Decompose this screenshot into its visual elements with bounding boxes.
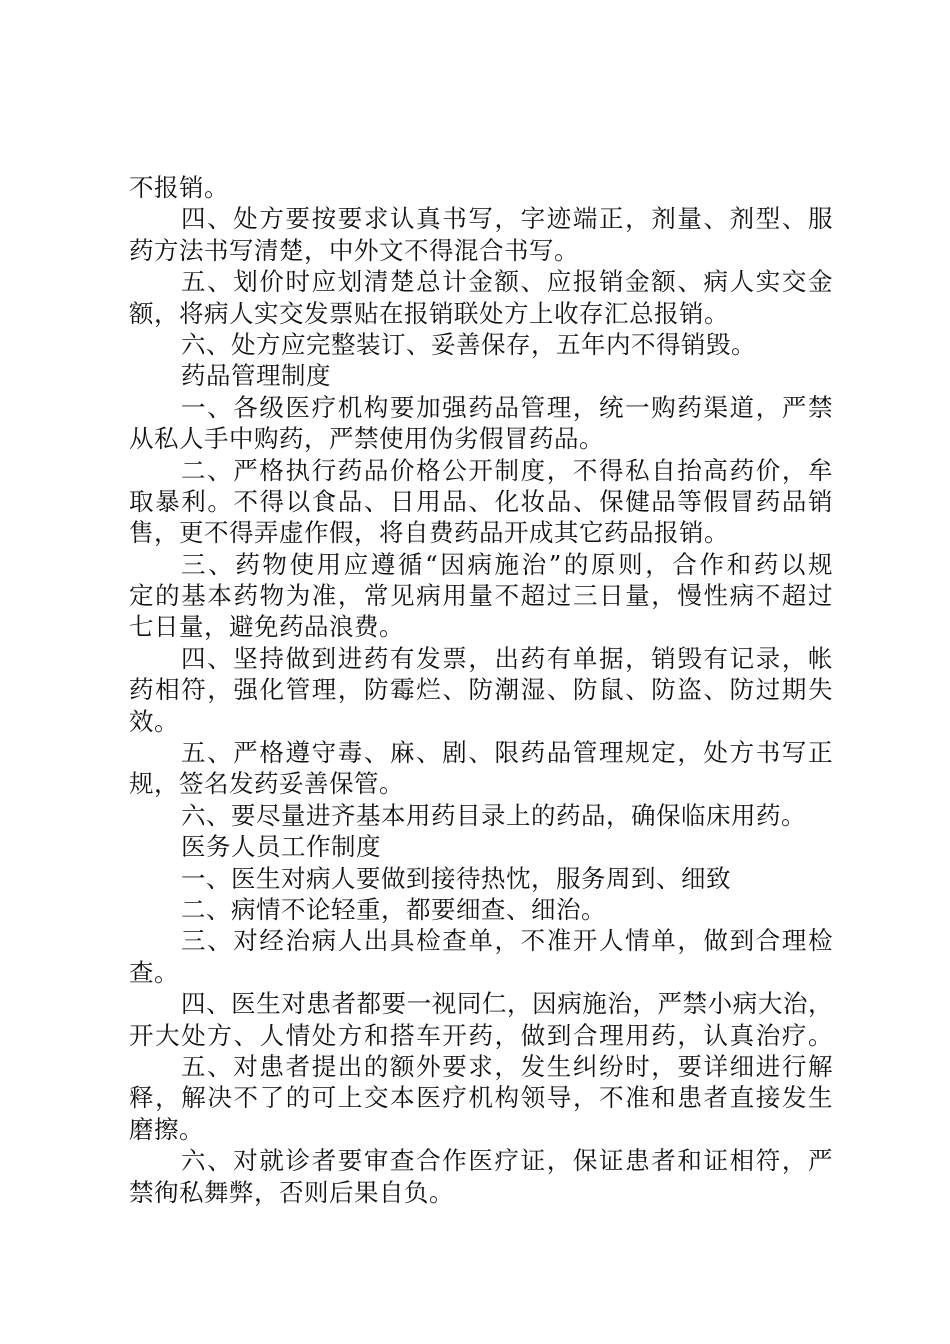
text-line: 四、医生对患者都要一视同仁，因病施治，严禁小病大治， — [181, 989, 833, 1019]
text-line: 二、病情不论轻重，都要细查、细治。 — [181, 894, 606, 924]
text-line: 磨擦。 — [129, 1114, 204, 1144]
text-line: 不报销。 — [129, 173, 229, 202]
text-line: 查。 — [129, 957, 179, 987]
text-line: 定的基本药物为准，常见病用量不超过三日量，慢性病不超过 — [129, 581, 833, 611]
text-line: 禁徇私舞弊，否则后果自负。 — [129, 1177, 454, 1207]
text-line: 三、对经治病人出具检查单，不准开人情单，做到合理检 — [181, 926, 833, 956]
text-line: 一、各级医疗机构要加强药品管理，统一购药渠道，严禁 — [181, 392, 833, 422]
document-body — [129, 172, 833, 1208]
text-line: 四、坚持做到进药有发票，出药有单据，销毁有记录，帐 — [181, 643, 833, 673]
text-line: 开大处方、人情处方和搭车开药，做到合理用药，认真治疗。 — [129, 1020, 833, 1050]
text-line: 规，签名发药妥善保管。 — [129, 769, 404, 799]
text-line: 额，将病人实交发票贴在报销联处方上收存汇总报销。 — [129, 298, 729, 328]
text-line: 五、严格遵守毒、麻、剧、限药品管理规定，处方书写正 — [181, 738, 833, 768]
text-line: 五、对患者提出的额外要求，发生纠纷时，要详细进行解 — [181, 1051, 833, 1081]
text-line: 六、处方应完整装订、妥善保存，五年内不得销毁。 — [181, 329, 756, 359]
text-line: 一、医生对病人要做到接待热忱，服务周到、细致 — [181, 863, 731, 893]
text-line: 五、划价时应划清楚总计金额、应报销金额、病人实交金 — [181, 267, 833, 297]
text-line: 从私人手中购药，严禁使用伪劣假冒药品。 — [129, 424, 604, 454]
text-line: 三、药物使用应遵循“因病施治”的原则，合作和药以规 — [181, 549, 833, 579]
text-line: 二、严格执行药品价格公开制度，不得私自抬高药价，牟 — [181, 455, 833, 485]
text-line: 取暴利。不得以食品、日用品、化妆品、保健品等假冒药品销 — [129, 486, 833, 516]
text-line: 七日量，避免药品浪费。 — [129, 612, 404, 642]
text-line: 药相符，强化管理，防霉烂、防潮湿、防鼠、防盗、防过期失 — [129, 675, 833, 705]
text-line: 四、处方要按要求认真书写，字迹端正，剂量、剂型、服 — [181, 204, 833, 234]
text-line: 六、要尽量进齐基本用药目录上的药品，确保临床用药。 — [181, 800, 806, 830]
text-line: 释，解决不了的可上交本医疗机构领导，不准和患者直接发生 — [129, 1083, 833, 1113]
text-line: 药品管理制度 — [181, 361, 331, 391]
text-line: 售，更不得弄虚作假，将自费药品开成其它药品报销。 — [129, 518, 729, 548]
text-line: 医务人员工作制度 — [181, 832, 381, 862]
text-line: 效。 — [129, 706, 179, 736]
text-line: 药方法书写清楚，中外文不得混合书写。 — [129, 235, 579, 265]
text-line: 六、对就诊者要审查合作医疗证，保证患者和证相符，严 — [181, 1146, 833, 1176]
